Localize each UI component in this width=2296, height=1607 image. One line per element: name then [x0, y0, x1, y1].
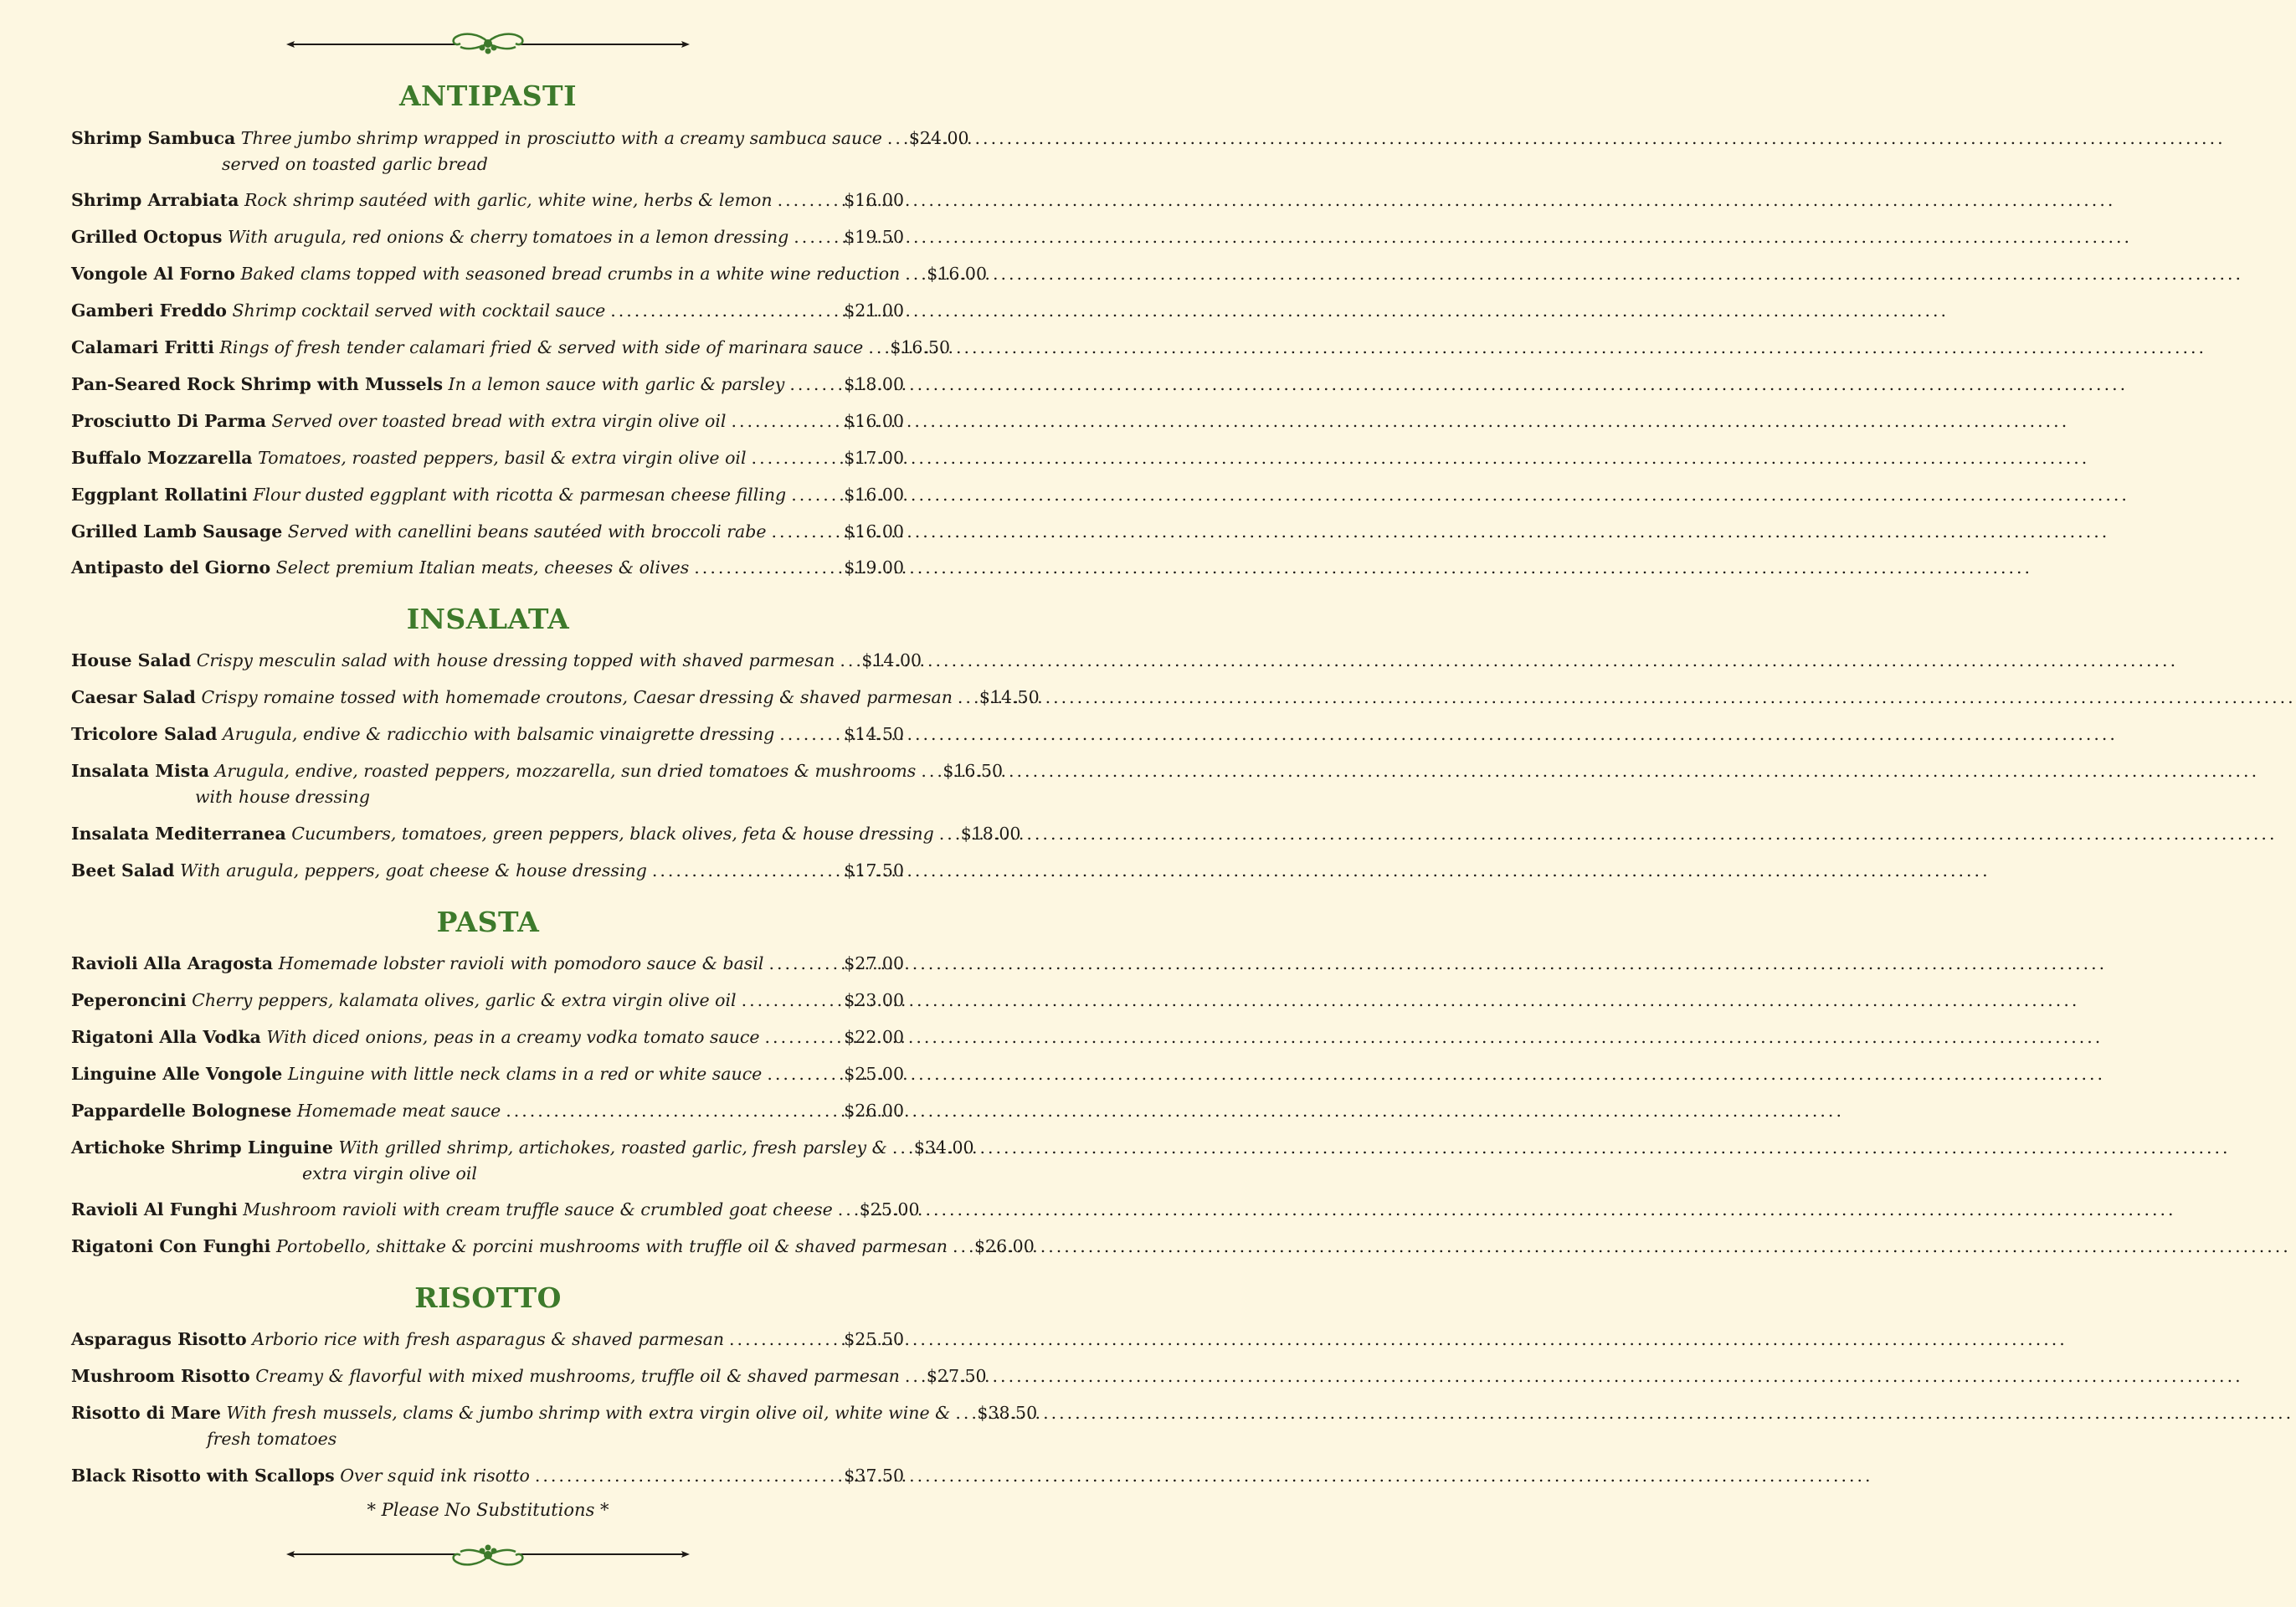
item-price: $34.00: [913, 1137, 974, 1158]
menu-item: [71, 1363, 987, 1389]
item-description: Crispy mesculin salad with house dressing topped with shaved parmesan: [196, 650, 835, 670]
menu-item: [71, 685, 1040, 711]
item-price: $25.00: [844, 1064, 904, 1084]
item-price: $38.50: [977, 1403, 1038, 1423]
menu-item: [71, 1400, 1038, 1452]
item-price: $26.00: [974, 1236, 1035, 1256]
item-name: Prosciutto Di Parma: [71, 411, 266, 431]
menu-item: [71, 858, 904, 884]
menu-item: [71, 482, 904, 508]
substitutions-note: * Please No Substitutions *: [367, 1500, 609, 1520]
menu-item: [71, 1327, 904, 1353]
item-description: Select premium Italian meats, cheeses & olives: [275, 557, 690, 578]
item-description: Three jumbo shrimp wrapped in prosciutto with a creamy sambuca sauce: [240, 128, 882, 148]
menu-item: [71, 372, 904, 398]
item-price: $21.00: [844, 300, 904, 321]
menu-item: [71, 298, 904, 324]
item-price: $26.00: [844, 1101, 904, 1121]
bottom-ornament-divider: [285, 1540, 691, 1574]
item-name: Mushroom Risotto: [71, 1366, 250, 1386]
item-name: Ravioli Al Funghi: [71, 1199, 238, 1219]
item-price: $14.50: [844, 724, 904, 744]
item-price: $17.50: [844, 860, 904, 881]
item-price: $23.00: [844, 990, 904, 1010]
menu-item: [71, 988, 904, 1014]
item-name: Grilled Octopus: [71, 227, 223, 247]
item-description: Flour dusted eggplant with ricotta & parmesan cheese filling: [253, 485, 787, 505]
item-description: Creamy & flavorful with mixed mushrooms, truffle oil & shaved parmesan: [255, 1366, 900, 1386]
section-title-antipasti: ANTIPASTI: [398, 80, 578, 112]
menu-item: [71, 1135, 974, 1187]
item-description: Cherry peppers, kalamata olives, garlic & extra virgin olive oil: [192, 990, 737, 1010]
top-ornament-divider: [285, 25, 691, 59]
item-price: $14.50: [978, 687, 1040, 707]
menu-item: [71, 1234, 1035, 1260]
item-description: Tomatoes, roasted peppers, basil & extra virgin olive oil: [258, 448, 747, 468]
item-price: $37.50: [844, 1466, 904, 1486]
item-price: $16.50: [890, 337, 951, 357]
item-description: With arugula, red onions & cherry tomatoes in a lemon dressing: [227, 227, 789, 247]
menu-item: [71, 821, 1021, 847]
item-name: Rigatoni Con Funghi: [71, 1236, 271, 1256]
item-name: Black Risotto with Scallops: [71, 1466, 335, 1486]
item-description: Baked clams topped with seasoned bread crumbs in a white wine reduction: [240, 264, 901, 284]
menu-item: [71, 126, 969, 177]
item-description: Over squid ink risotto: [340, 1466, 530, 1486]
item-description: Shrimp cocktail served with cocktail sauce: [232, 300, 606, 321]
item-price: $25.50: [844, 1329, 904, 1349]
item-description: Arugula, endive, roasted peppers, mozzarella, sun dried tomatoes & mushrooms: [214, 761, 917, 781]
item-name: Antipasto del Giorno: [71, 557, 271, 578]
menu-item: [71, 335, 951, 361]
item-name: Peperoncini: [71, 990, 187, 1010]
item-description-continued: with house dressing: [195, 787, 370, 807]
item-description: Homemade meat sauce: [296, 1101, 501, 1121]
menu-item: [71, 758, 1004, 810]
menu-item: [71, 1024, 904, 1050]
item-description: Rings of fresh tender calamari fried & served with side of marinara sauce: [219, 337, 864, 357]
item-description: Rock shrimp sautéed with garlic, white wine, herbs & lemon: [244, 190, 773, 210]
item-name: Insalata Mediterranea: [71, 824, 286, 844]
item-price: $16.00: [927, 264, 987, 284]
section-title-pasta: PASTA: [436, 906, 540, 938]
item-name: Rigatoni Alla Vodka: [71, 1027, 261, 1047]
item-price: $19.50: [844, 227, 904, 247]
item-description-continued: served on toasted garlic bread: [222, 154, 488, 174]
item-name: Vongole Al Forno: [71, 264, 235, 284]
item-description: With diced onions, peas in a creamy vodka tomato sauce: [266, 1027, 760, 1047]
item-price: $18.00: [960, 824, 1021, 844]
item-name: Artichoke Shrimp Linguine: [71, 1137, 333, 1158]
item-price: $18.00: [844, 374, 904, 394]
item-price: $16.00: [844, 190, 904, 210]
menu-item: [71, 721, 904, 747]
item-name: Shrimp Arrabiata: [71, 190, 239, 210]
menu-item: [71, 224, 904, 250]
menu-item: [71, 408, 904, 434]
item-name: Eggplant Rollatini: [71, 485, 248, 505]
item-price: $27.50: [926, 1366, 987, 1386]
item-description-continued: fresh tomatoes: [207, 1429, 337, 1449]
menu-item: [71, 1098, 904, 1124]
item-name: Shrimp Sambuca: [71, 128, 236, 148]
item-name: Linguine Alle Vongole: [71, 1064, 283, 1084]
item-name: Caesar Salad: [71, 687, 196, 707]
item-price: $27.00: [844, 953, 904, 973]
item-description: Homemade lobster ravioli with pomodoro sauce & basil: [278, 953, 764, 973]
item-name: Tricolore Salad: [71, 724, 218, 744]
item-name: Grilled Lamb Sausage: [71, 521, 283, 542]
item-name: Risotto di Mare: [71, 1403, 221, 1423]
menu-item: [71, 951, 904, 977]
item-description: In a lemon sauce with garlic & parsley: [448, 374, 785, 394]
item-description: With arugula, peppers, goat cheese & house dressing: [180, 860, 647, 881]
item-price: $24.00: [908, 128, 969, 148]
item-name: Ravioli Alla Aragosta: [71, 953, 274, 973]
item-description: Linguine with little neck clams in a red or white sauce: [287, 1064, 763, 1084]
menu-item: [71, 519, 904, 545]
item-price: $16.00: [844, 521, 904, 542]
item-name: Pan-Seared Rock Shrimp with Mussels: [71, 374, 443, 394]
menu-item: [71, 1197, 920, 1223]
item-name: Pappardelle Bolognese: [71, 1101, 292, 1121]
item-name: Insalata Mista: [71, 761, 210, 781]
item-price: $16.00: [844, 411, 904, 431]
item-name: Gamberi Freddo: [71, 300, 227, 321]
item-price: $19.00: [844, 557, 904, 578]
menu-item: [71, 187, 904, 213]
item-description-continued: extra virgin olive oil: [302, 1163, 477, 1183]
item-description: Arugula, endive & radicchio with balsamic vinaigrette dressing: [222, 724, 775, 744]
item-description: Mushroom ravioli with cream truffle sauce & crumbled goat cheese: [243, 1199, 833, 1219]
item-description: Served over toasted bread with extra virgin olive oil: [271, 411, 727, 431]
item-price: $14.00: [861, 650, 922, 670]
item-description: Crispy romaine tossed with homemade croutons, Caesar dressing & shaved parmesan: [201, 687, 953, 707]
item-price: $17.00: [844, 448, 904, 468]
menu-item: [71, 261, 987, 287]
item-description: Cucumbers, tomatoes, green peppers, black olives, feta & house dressing: [291, 824, 934, 844]
item-description: Arborio rice with fresh asparagus & shaved parmesan: [252, 1329, 725, 1349]
section-title-insalata: INSALATA: [406, 603, 570, 635]
menu-item: [71, 1061, 904, 1087]
menu-item: [71, 445, 904, 471]
menu-item: [71, 555, 904, 581]
item-description: With fresh mussels, clams & jumbo shrimp with extra virgin olive oil, white wine &: [226, 1403, 951, 1423]
item-price: $16.50: [943, 761, 1004, 781]
menu-item: [71, 1463, 904, 1489]
section-title-risotto: RISOTTO: [414, 1281, 562, 1314]
item-price: $22.00: [844, 1027, 904, 1047]
item-name: Buffalo Mozzarella: [71, 448, 253, 468]
item-name: Beet Salad: [71, 860, 175, 881]
item-description: Portobello, shittake & porcini mushrooms with truffle oil & shaved parmesan: [276, 1236, 948, 1256]
item-description: Served with canellini beans sautéed with broccoli rabe: [287, 521, 767, 542]
item-name: Calamari Fritti: [71, 337, 214, 357]
item-description: With grilled shrimp, artichokes, roasted garlic, fresh parsley &: [338, 1137, 887, 1158]
item-price: $16.00: [844, 485, 904, 505]
item-name: House Salad: [71, 650, 192, 670]
item-name: Asparagus Risotto: [71, 1329, 247, 1349]
menu-item: [71, 648, 922, 674]
item-price: $25.00: [859, 1199, 920, 1219]
